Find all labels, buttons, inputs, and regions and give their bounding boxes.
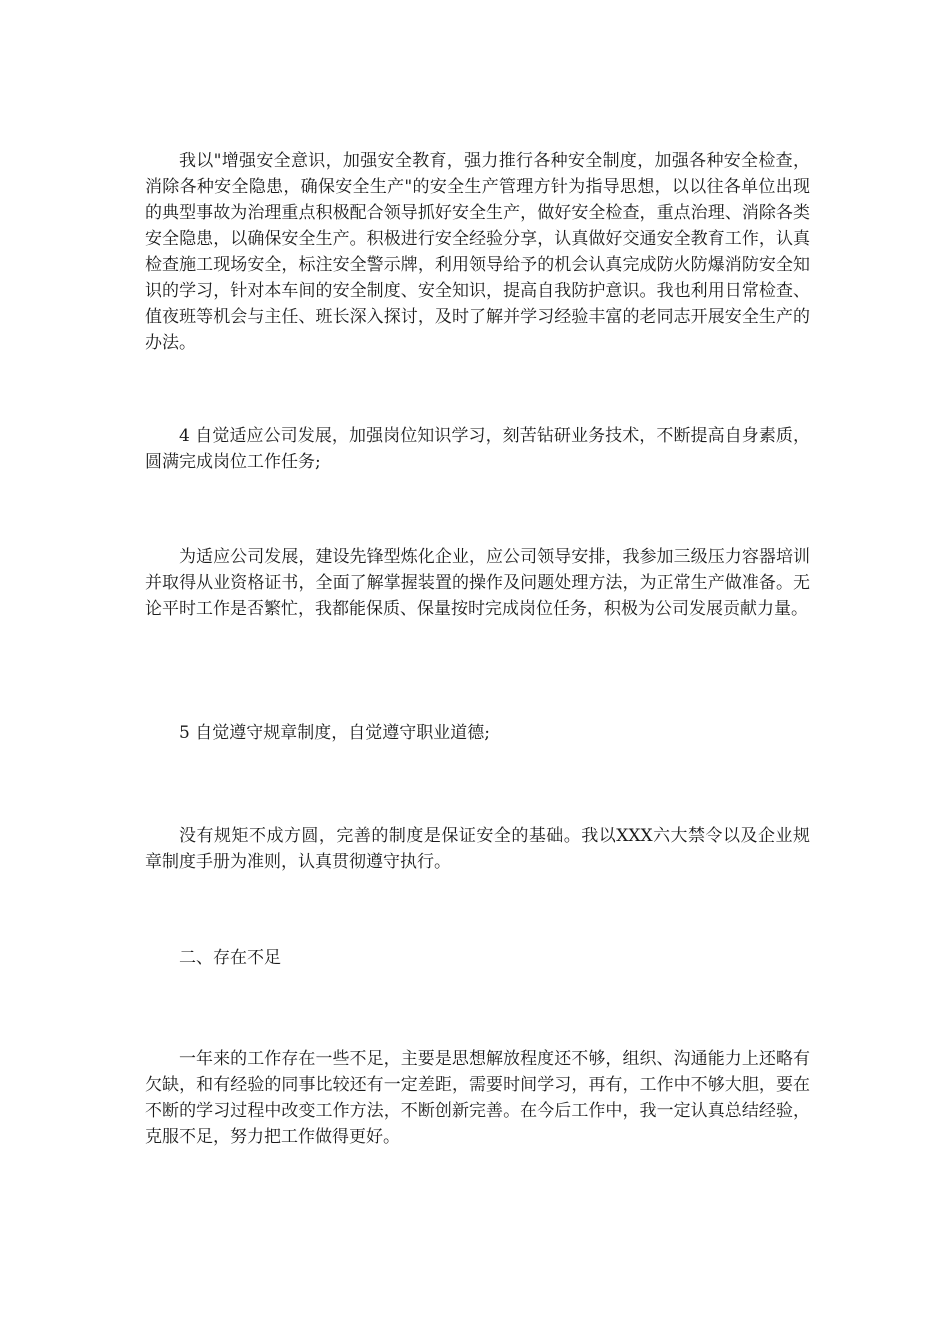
paragraph-item-4-heading: 4 自觉适应公司发展，加强岗位知识学习，刻苦钻研业务技术，不断提高自身素质，圆满完成岗位工作任务; [145,426,810,472]
paragraph-rules-compliance: 没有规矩不成方圆，完善的制度是保证安全的基础。我以XXX六大禁令以及企业规章制度手册为准则，认真贯彻遵守执行。 [145,826,810,872]
paragraph-shortcomings: 一年来的工作存在一些不足，主要是思想解放程度还不够，组织、沟通能力上还略有欠缺，和有经验的同事比较还有一定差距，需要时间学习，再有，工作中不够大胆，要在不断的学习过程中改变工作方法，不断创新完善。在今后工作中，我一定认真总结经验，克服不足，努力把工作做得更好。 [145,1049,810,1147]
paragraph-safety-management: 我以"增强安全意识，加强安全教育，强力推行各种安全制度，加强各种安全检查，消除各种安全隐患，确保安全生产"的安全生产管理方针为指导思想，以以往各单位出现的典型事故为治理重点积极配合领导抓好安全生产，做好安全检查，重点治理、消除各类安全隐患，以确保安全生产。积极进行安全经验分享，认真做好交通安全教育工作，认真检查施工现场安全，标注安全警示牌，利用领导给予的机会认真完成防火防爆消防安全知识的学习，针对本车间的安全制度、安全知识，提高自我防护意识。我也利用日常检查、值夜班等机会与主任、班长深入探讨，及时了解并学习经验丰富的老同志开展安全生产的办法。 [145,151,810,353]
paragraph-training-certification: 为适应公司发展，建设先锋型炼化企业，应公司领导安排，我参加三级压力容器培训并取得从业资格证书，全面了解掌握装置的操作及问题处理方法，为正常生产做准备。无论平时工作是否繁忙，我都能保质、保量按时完成岗位任务，积极为公司发展贡献力量。 [145,547,810,619]
section-heading-shortcomings: 二、存在不足 [179,948,281,968]
paragraph-item-5-heading: 5 自觉遵守规章制度，自觉遵守职业道德; [179,723,490,743]
